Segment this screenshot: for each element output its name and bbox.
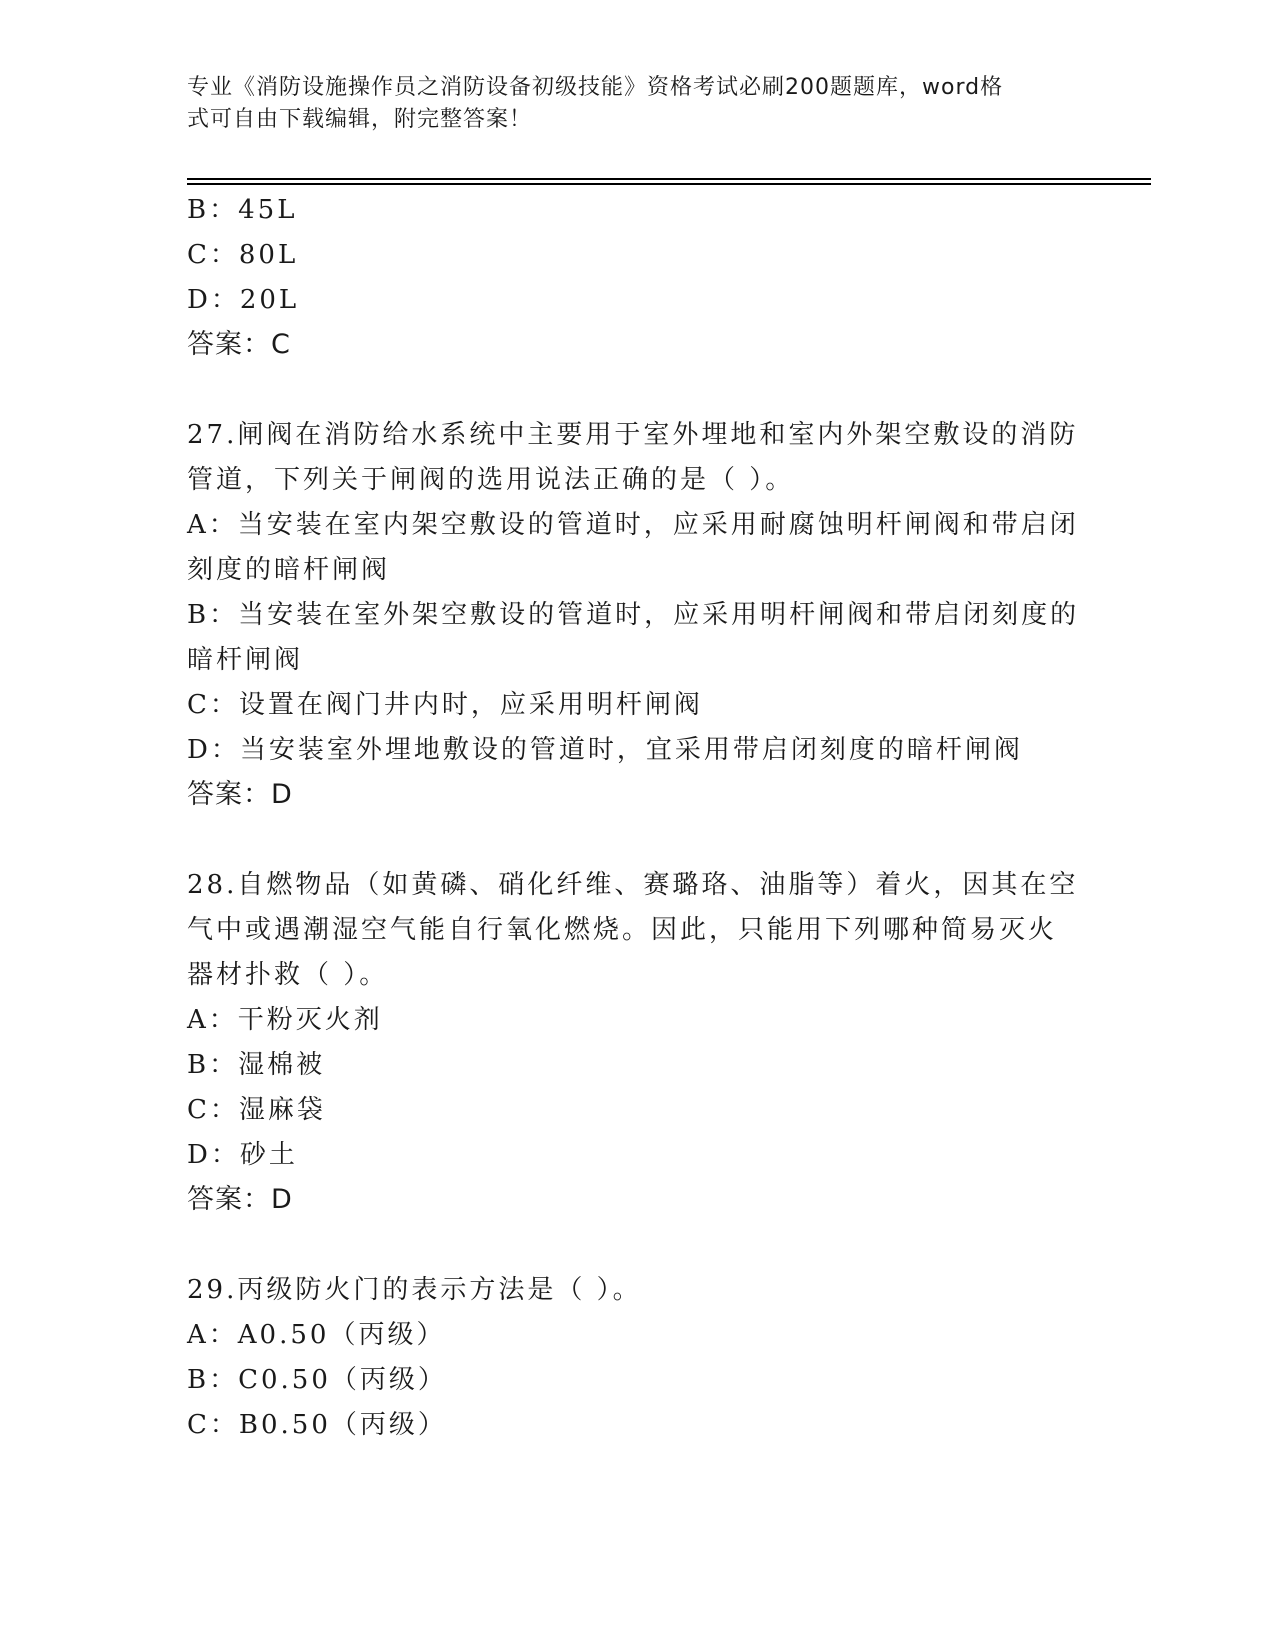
q29-stem: 29.丙级防火门的表示方法是（ ）。	[187, 1275, 642, 1305]
q27-option-c: C：设置在阀门井内时，应采用明杆闸阀	[187, 690, 703, 720]
q26-answer: 答案：C	[187, 329, 291, 360]
q27-stem-line-2: 管道，下列关于闸阀的选用说法正确的是（ ）。	[187, 465, 795, 495]
q29-option-c: C：B0.50（丙级）	[187, 1410, 447, 1440]
q28-option-b: B：湿棉被	[187, 1050, 326, 1080]
q28-stem-line-3: 器材扑救（ ）。	[187, 960, 389, 990]
document-header	[187, 72, 1067, 136]
q28-answer: 答案：D	[187, 1184, 293, 1215]
q26-option-c: C：80L	[187, 240, 299, 270]
q28-stem-line-2: 气中或遇潮湿空气能自行氧化燃烧。因此，只能用下列哪种简易灭火	[187, 915, 1058, 945]
q27-option-a-line-1: A：当安装在室内架空敷设的管道时，应采用耐腐蚀明杆闸阀和带启闭	[187, 510, 1079, 540]
q29-option-a: A：A0.50（丙级）	[187, 1320, 446, 1350]
header-divider-top	[187, 178, 1151, 180]
q28-stem-line-1: 28.自燃物品（如黄磷、硝化纤维、赛璐珞、油脂等）着火，因其在空	[187, 870, 1079, 900]
header-divider-bottom	[187, 183, 1151, 185]
q27-stem-line-1: 27.闸阀在消防给水系统中主要用于室外埋地和室内外架空敷设的消防	[187, 420, 1079, 450]
q28-option-d: D：砂土	[187, 1140, 298, 1170]
q27-option-b-line-2: 暗杆闸阀	[187, 645, 304, 675]
q28-option-c: C：湿麻袋	[187, 1095, 326, 1125]
q27-answer: 答案：D	[187, 779, 293, 810]
q29-option-b: B：C0.50（丙级）	[187, 1365, 447, 1395]
header-line-2: 式可自由下载编辑，附完整答案！	[187, 107, 533, 132]
q27-option-d: D：当安装室外埋地敷设的管道时，宜采用带启闭刻度的暗杆闸阀	[187, 735, 1023, 765]
q26-option-b: B：45L	[187, 195, 298, 225]
q27-option-b-line-1: B：当安装在室外架空敷设的管道时，应采用明杆闸阀和带启闭刻度的	[187, 600, 1080, 630]
q28-option-a: A：干粉灭火剂	[187, 1005, 383, 1035]
q27-option-a-line-2: 刻度的暗杆闸阀	[187, 555, 391, 585]
header-line-1: 专业《消防设施操作员之消防设备初级技能》资格考试必刷200题题库，word格	[187, 75, 1004, 100]
q26-option-d: D：20L	[187, 285, 300, 315]
